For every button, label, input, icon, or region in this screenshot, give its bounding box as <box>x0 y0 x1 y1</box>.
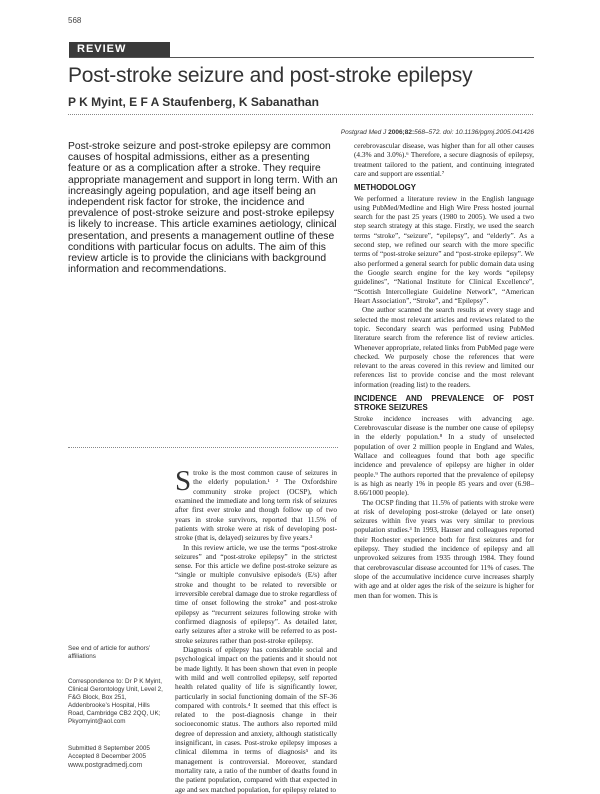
paragraph-continued: cerebrovascular disease, was higher than for all other causes (4.3% and 3.0%).⁶ Therefore, a secure diagnosis of epilepsy, treatment tailored to the patient, and continuing integrated care and support are essential.⁷ <box>354 141 534 178</box>
submission-dates: Submitted 8 September 2005 Accepted 8 December 2005 <box>68 745 150 760</box>
paragraph-definitions: In this review article, we use the terms “post-stroke seizures” and “post-stroke epilepsy” in the strictest sense. For this article we define post-stroke seizure as “single or multiple convulsive episode/s (E/s) after stroke and thought to be related to reversible or irreversible cerebral damage due to stroke regardless of time of onset following the stroke” and post-stroke epilepsy as “recurrent seizures following stroke with confirmed diagnosis of epilepsy”. As detailed later, early seizures after a stroke will be referred to as post-stroke seizures rather than post-stroke epilepsy. <box>175 542 337 645</box>
paragraph-incidence-2: The OCSP finding that 11.5% of patients with stroke were at risk of developing post-stroke (delayed or late onset) seizures within five years was very similar to previous population studies.³ In 1993, Hauser and colleagues reported their Rochester experience both for first seizures and for epilepsy. They studied the incidence of epilepsy and all unprovoked seizures from 1935 through 1984. They found that cerebrovascular disease accounted for 11% of cases. The slope of the accumulative incidence curve increases sharply with age and at older ages the risk of the seizure is higher for men than for women. This is <box>354 497 534 600</box>
article-authors: P K Myint, E F A Staufenberg, K Sabanathan <box>68 95 319 109</box>
article-title: Post-stroke seizure and post-stroke epilepsy <box>68 64 473 87</box>
citation-journal: Postgrad Med J <box>340 129 387 136</box>
paragraph-intro: Stroke is the most common cause of seizures in the elderly population.¹ ² The Oxfordshire community stroke project (OCSP), which examined the immediate and long term risk of seizures after first ever stroke and though follow up of two years in stroke survivors, reported that 11.5% of patients with stroke were at risk of developing post-stroke (that is, delayed) seizures by five years.³ <box>175 465 337 543</box>
page-number: 568 <box>68 16 82 25</box>
affiliations-note: See end of article for authors’ affiliations <box>68 645 151 660</box>
heading-methodology: METHODOLOGY <box>354 183 416 193</box>
citation-line <box>341 129 534 136</box>
author-divider <box>68 114 533 115</box>
paragraph-methodology-2: One author scanned the search results at every stage and selected the most relevant articles and reviews related to the topic. Secondary search was performed using PubMed literature search from the reference list of review articles. Whenever appropriate, related links from PubMed page were checked. We purposely chose the references that were relevant to the areas covered in this review and limited our references list to provide concise and the most relevant information (reading list) to the readers. <box>354 305 534 389</box>
section-rule <box>69 57 534 58</box>
paragraph-incidence-1: Stroke incidence increases with advancing age. Cerebrovascular disease is the number one cause of epilepsy in the elderly population.⁸ In a study of unselected population of over 2 million people in England and Wales, Wallace and colleagues found that both age specific incidence and prevalence of epilepsy are higher in older people.⁹ The authors reported that the prevalence of epilepsy is as high as nearly 1% in people 85 years and over (6.98–8.66/1000 people). <box>354 413 534 498</box>
drop-cap: S <box>175 465 192 497</box>
paragraph-diagnosis: Diagnosis of epilepsy has considerable social and psychological impact on the patients and it should not be made lightly. It has been shown that even in people with mild and well controlled epilepsy, self reported health related quality of life is significantly lower, particularly in social functioning domain of the SF-36 compared with controls.⁴ It seemed that this effect is related to the post-diagnosis change in their socioeconomic status. The authors also reported mild degree of depression and anxiety, although statistically insignificant, in cases. Post-stroke epilepsy imposes a clinical dilemma in terms of diagnosis⁵ and its management is controversial. Moreover, standard mortality rate, a ratio of the number of deaths found in the patient population, compared with that expected in age and sex matched population, for epilepsy related to <box>175 644 337 794</box>
body-column-middle <box>175 465 337 794</box>
heading-incidence: INCIDENCE AND PREVALENCE OF POST STROKE SEIZURES <box>354 394 534 413</box>
abstract-divider <box>68 447 338 448</box>
abstract: Post-stroke seizure and post-stroke epilepsy are common causes of hospital admissions, either as a presenting feature or as a complication after a stroke. They require appropriate management and support in long term. With an increasingly ageing population, and age itself being an independent risk factor for stroke, the incidence and prevalence of post-stroke seizure and post-stroke epilepsy is likely to increase. This article examines aetiology, clinical presentation, and presents a management outline of these conditions with particular focus on adults. The aim of this review article is to provide the clinicians with background information and recommendations. <box>68 141 338 276</box>
correspondence-note: Correspondence to: Dr P K Myint, Clinical Gerontology Unit, Level 2, F&G Block, Box 251, Addenbrooke’s Hospital, Hills Road, Cambridge CB2 2QQ, UK; Pkyomyint@aol.com <box>68 678 163 725</box>
citation-rest: 568–572. doi: 10.1136/pgmj.2005.041426 <box>414 129 534 136</box>
paragraph-methodology-1: We performed a literature review in the English language using PubMed/Medline and High Wire Press hosted journal search for the past 25 years (1980 to 2005). We used a two step search strategy at this stage. Firstly, we used the search terms “stroke”, “seizure”, “epilepsy”, and “elderly”. As a second step, we refined our search with the more specific terms of “post-stroke seizure” and “post-stroke epilepsy”. We also performed a general search for public domain data using the Google search engine for the key words “epilepsy guidelines”, “National Institute for Clinical Excellence”, “Scottish Intercollegiate Guideline Network”, “American Heart Association”, “Stroke”, and “Epilepsy”. <box>354 193 534 305</box>
footer-url[interactable]: www.postgradmedj.com <box>68 762 143 769</box>
body-column-right <box>354 141 534 600</box>
citation-volume: 2006;82: <box>388 129 415 136</box>
section-tag: REVIEW <box>69 42 170 57</box>
